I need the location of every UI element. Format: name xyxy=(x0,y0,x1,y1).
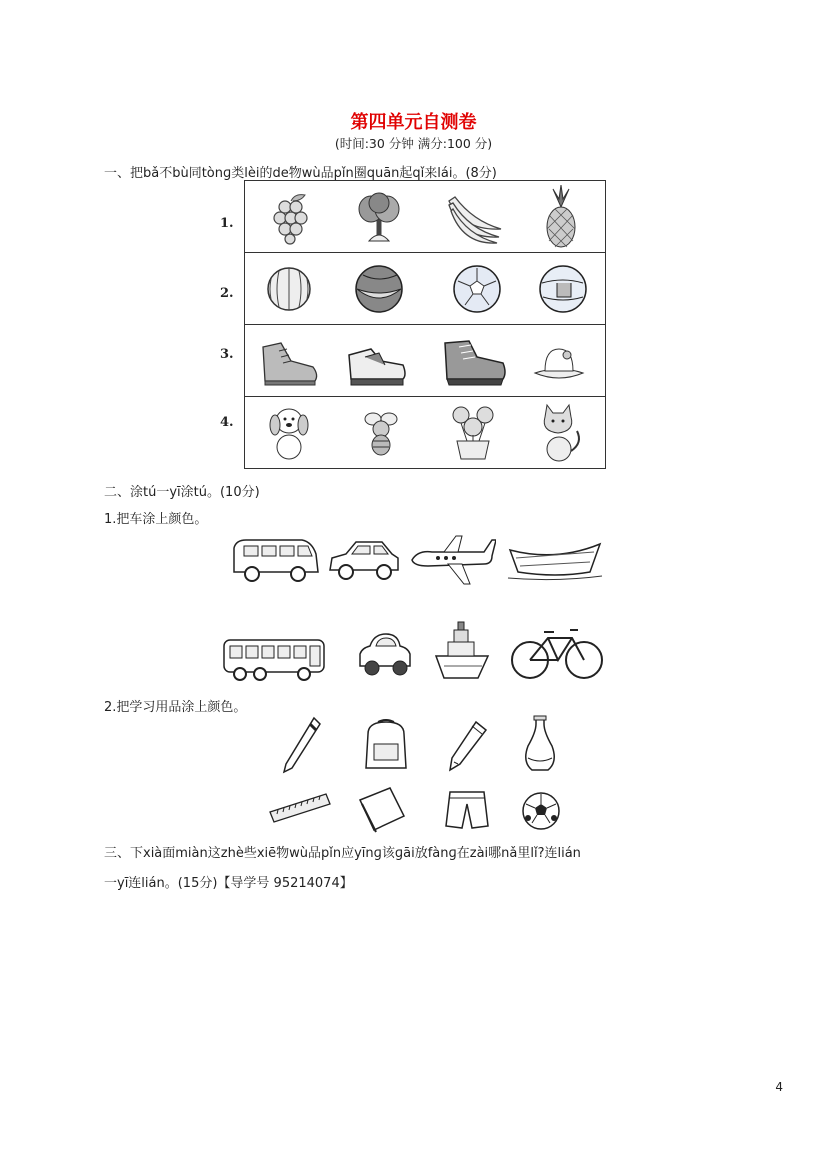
ship-icon[interactable] xyxy=(432,620,492,682)
car-icon[interactable] xyxy=(326,534,402,584)
sun-hat-icon[interactable] xyxy=(531,339,587,383)
grapes-icon[interactable] xyxy=(263,189,319,245)
row-label-1: 1. xyxy=(220,216,234,231)
sneaker-icon[interactable] xyxy=(257,333,321,389)
ruler-icon[interactable] xyxy=(266,790,332,824)
striped-ball-icon[interactable] xyxy=(265,265,313,313)
question-2-1: 1.把车涂上颜色。 xyxy=(104,512,208,527)
cabbage-icon[interactable] xyxy=(351,189,407,245)
row-label-3: 3. xyxy=(220,347,234,362)
pineapple-icon[interactable] xyxy=(541,185,581,249)
volleyball-icon[interactable] xyxy=(537,263,589,315)
pencil-icon[interactable] xyxy=(446,718,490,774)
hiking-shoe-icon[interactable] xyxy=(441,333,509,389)
grid-row-1 xyxy=(245,181,605,253)
grid-row-4 xyxy=(245,397,605,468)
puppy-icon[interactable] xyxy=(263,403,315,463)
soccer-ball-icon[interactable] xyxy=(520,790,562,832)
pen-icon[interactable] xyxy=(280,714,324,776)
vase-icon[interactable] xyxy=(518,714,562,778)
bicycle-icon[interactable] xyxy=(508,622,606,682)
question-1: 一、把bǎ不bù同tònɡ类lèi的de物wù品pǐn圈quān起qǐ来lái。(8分) xyxy=(104,166,497,181)
grid-row-2 xyxy=(245,253,605,325)
backpack-icon[interactable] xyxy=(358,718,414,774)
row-label-4: 4. xyxy=(220,415,234,430)
picture-grid xyxy=(244,180,606,469)
page-number: 4 xyxy=(775,1080,783,1094)
grid-row-3 xyxy=(245,325,605,397)
bee-icon[interactable] xyxy=(359,409,403,461)
question-2: 二、涂tú一yī涂tú。(10分) xyxy=(104,485,260,500)
page-title: 第四单元自测卷 xyxy=(350,112,477,133)
bus-icon[interactable] xyxy=(220,636,328,684)
question-3-line-1: 三、下xià面miàn这zhè些xiē物wù品pǐn应yīnɡ该ɡāi放fànɡ在zài哪nǎ里lǐ?连lián xyxy=(104,846,581,861)
boat-icon[interactable] xyxy=(506,538,604,582)
bananas-icon[interactable] xyxy=(443,191,507,245)
question-2-2: 2.把学习用品涂上颜色。 xyxy=(104,700,247,715)
notebook-icon[interactable] xyxy=(356,786,408,834)
toy-car-icon[interactable] xyxy=(354,630,414,680)
exam-info: (时间:30 分钟 满分:100 分) xyxy=(334,136,493,151)
shorts-icon[interactable] xyxy=(444,788,490,832)
sneaker-icon[interactable] xyxy=(345,335,409,389)
soccer-ball-icon[interactable] xyxy=(451,263,503,315)
van-icon[interactable] xyxy=(230,532,322,584)
question-3-line-2: 一yī连lián。(15分)【导学号 95214074】 xyxy=(104,876,353,891)
cat-icon[interactable] xyxy=(531,403,585,463)
row-label-2: 2. xyxy=(220,286,234,301)
flower-pot-icon[interactable] xyxy=(445,401,501,463)
airplane-icon[interactable] xyxy=(408,532,496,588)
volleyball-icon[interactable] xyxy=(353,263,405,315)
